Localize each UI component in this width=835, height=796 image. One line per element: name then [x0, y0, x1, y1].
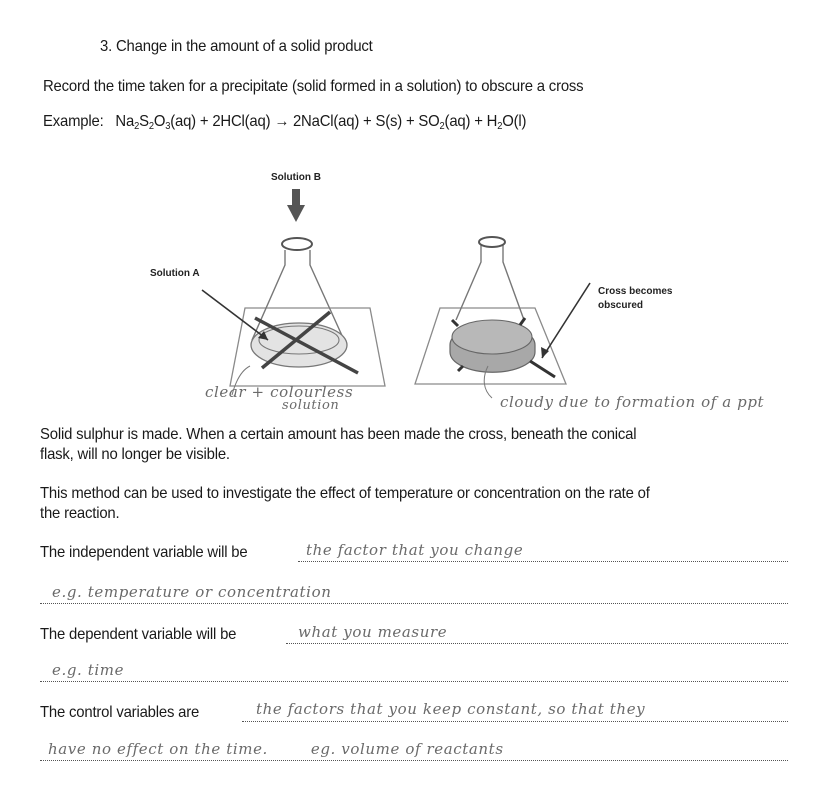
paragraph-2-line-1: This method can be used to investigate the effect of temperature or concentration on the rate of: [40, 485, 650, 502]
dependent-answer-line-1: what you measure: [298, 623, 448, 641]
paragraph-2-line-2: the reaction.: [40, 505, 120, 522]
independent-variable-prompt: The independent variable will be: [40, 544, 248, 561]
control-answer-line-1: the factors that you keep constant, so that they: [256, 700, 646, 718]
label-solution-b: Solution B: [271, 172, 321, 183]
control-answer-line-2: have no effect on the time. eg. volume of reactants: [48, 740, 504, 758]
equation: $Na_2S_2O_3(aq) + 2HCl(aq)$ → 2NaCl(aq) + $S(s) + SO_2(aq) + H_2O(l)$: [115, 113, 527, 132]
answer-line[interactable]: [242, 721, 788, 722]
intro-text: Record the time taken for a precipitate (solid formed in a solution) to obscure a cross: [43, 78, 584, 95]
independent-answer-line-2: e.g. temperature or concentration: [52, 583, 332, 601]
paragraph-1-line-1: Solid sulphur is made. When a certain amount has been made the cross, beneath the conical: [40, 426, 637, 443]
example-label: Example:: [43, 113, 104, 130]
note-cloudy-ppt: cloudy due to formation of a ppt: [500, 393, 765, 411]
section-heading: 3. Change in the amount of a solid product: [100, 38, 373, 55]
answer-line[interactable]: [40, 760, 788, 761]
independent-answer-line-1: the factor that you change: [306, 541, 524, 559]
note-clear-solution: clear + colourless: [205, 383, 354, 401]
example-equation: [43, 113, 526, 132]
answer-line[interactable]: [298, 561, 788, 562]
note-solution: solution: [282, 398, 340, 413]
label-cross-becomes: Cross becomes: [598, 286, 673, 297]
label-obscured: obscured: [598, 300, 644, 311]
dependent-answer-line-2: e.g. time: [52, 661, 125, 679]
paragraph-1-line-2: flask, will no longer be visible.: [40, 446, 230, 463]
control-variables-prompt: The control variables are: [40, 704, 200, 721]
dependent-variable-prompt: The dependent variable will be: [40, 626, 237, 643]
label-solution-a: Solution A: [150, 268, 200, 279]
answer-line[interactable]: [40, 603, 788, 604]
answer-line[interactable]: [286, 643, 788, 644]
answer-line[interactable]: [40, 681, 788, 682]
